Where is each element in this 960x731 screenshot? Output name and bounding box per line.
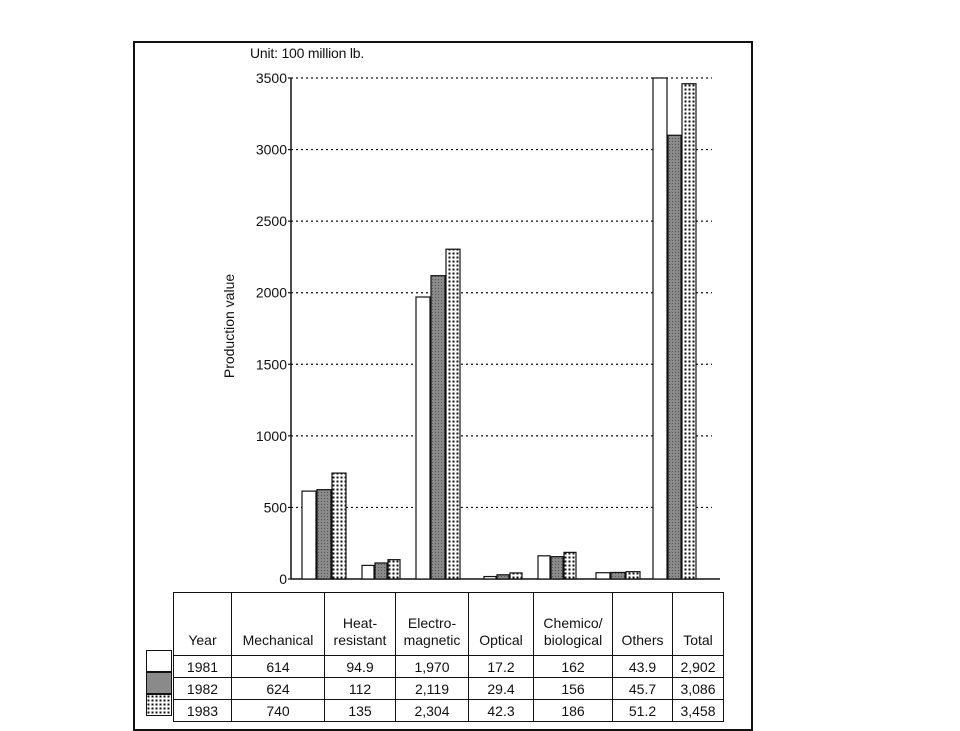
legend-swatch-1982 <box>146 672 172 694</box>
cell-heat-resistant: 135 <box>325 700 396 722</box>
y-tick-label: 500 <box>263 499 287 516</box>
bar-others-1982 <box>611 572 625 579</box>
bar-optical-1983 <box>510 573 522 579</box>
header-heat-resistant: Heat- resistant <box>325 593 396 656</box>
cell-year: 1981 <box>174 656 232 678</box>
table-row <box>174 700 724 722</box>
legend-swatch-1983 <box>146 694 172 716</box>
bar-others-1981 <box>596 573 610 579</box>
y-tick-label: 1500 <box>255 356 287 373</box>
bar-heat-resistant-1982 <box>375 563 387 579</box>
cell-mechanical: 614 <box>232 656 325 678</box>
cell-heat-resistant: 112 <box>325 678 396 700</box>
cell-electro-magnetic: 1,970 <box>396 656 469 678</box>
bar-chemico-biological-1983 <box>564 552 576 579</box>
header-optical: Optical <box>469 593 534 656</box>
bar-mechanical-1983 <box>332 473 346 579</box>
cell-chemico-biological: 162 <box>534 656 613 678</box>
cell-chemico-biological: 156 <box>534 678 613 700</box>
y-axis-label: Production value <box>221 273 237 379</box>
cell-total: 3,086 <box>673 678 724 700</box>
bar-electro-magnetic-1982 <box>431 276 445 579</box>
y-tick-label: 2000 <box>255 284 287 301</box>
bar-heat-resistant-1981 <box>362 565 374 579</box>
legend-swatch-1981 <box>146 650 172 672</box>
cell-optical: 17.2 <box>469 656 534 678</box>
cell-mechanical: 740 <box>232 700 325 722</box>
header-electro-magnetic: Electro- magnetic <box>396 593 469 656</box>
cell-optical: 42.3 <box>469 700 534 722</box>
bar-total-1982 <box>668 135 681 579</box>
cell-electro-magnetic: 2,304 <box>396 700 469 722</box>
table-row <box>174 678 724 700</box>
table-header-row <box>174 593 724 656</box>
cell-total: 2,902 <box>673 656 724 678</box>
bars <box>302 78 696 579</box>
header-chemico-biological: Chemico/ biological <box>534 593 613 656</box>
y-tick-label: 2500 <box>255 213 287 230</box>
gridlines <box>291 78 712 507</box>
bar-mechanical-1981 <box>302 491 316 579</box>
cell-electro-magnetic: 2,119 <box>396 678 469 700</box>
cell-optical: 29.4 <box>469 678 534 700</box>
cell-year: 1982 <box>174 678 232 700</box>
bar-mechanical-1982 <box>317 490 331 579</box>
header-mechanical: Mechanical <box>232 593 325 656</box>
cell-others: 43.9 <box>613 656 673 678</box>
header-year: Year <box>174 593 232 656</box>
bar-optical-1981 <box>484 577 496 579</box>
bar-electro-magnetic-1981 <box>416 297 430 579</box>
cell-others: 51.2 <box>613 700 673 722</box>
table-row <box>174 656 724 678</box>
bar-others-1983 <box>626 572 640 579</box>
bar-chemico-biological-1981 <box>538 556 550 579</box>
y-tick-label: 3000 <box>255 141 287 158</box>
y-tick-label: 0 <box>279 571 287 587</box>
legend-swatch-1983-fill <box>147 695 170 714</box>
cell-year: 1983 <box>174 700 232 722</box>
bar-optical-1982 <box>497 575 509 579</box>
unit-label: Unit: 100 million lb. <box>250 45 365 61</box>
bar-total-1981 <box>653 78 667 579</box>
cell-mechanical: 624 <box>232 678 325 700</box>
y-tick-label: 1000 <box>255 427 287 444</box>
data-table <box>173 592 724 722</box>
bar-chemico-biological-1982 <box>551 557 563 579</box>
bar-total-1983 <box>682 84 696 579</box>
bar-electro-magnetic-1983 <box>446 249 460 579</box>
header-others: Others <box>613 593 673 656</box>
cell-heat-resistant: 94.9 <box>325 656 396 678</box>
cell-others: 45.7 <box>613 678 673 700</box>
cell-chemico-biological: 186 <box>534 700 613 722</box>
bar-heat-resistant-1983 <box>388 560 400 579</box>
cell-total: 3,458 <box>673 700 724 722</box>
y-tick-label: 3500 <box>255 70 287 86</box>
header-total: Total <box>673 593 724 656</box>
